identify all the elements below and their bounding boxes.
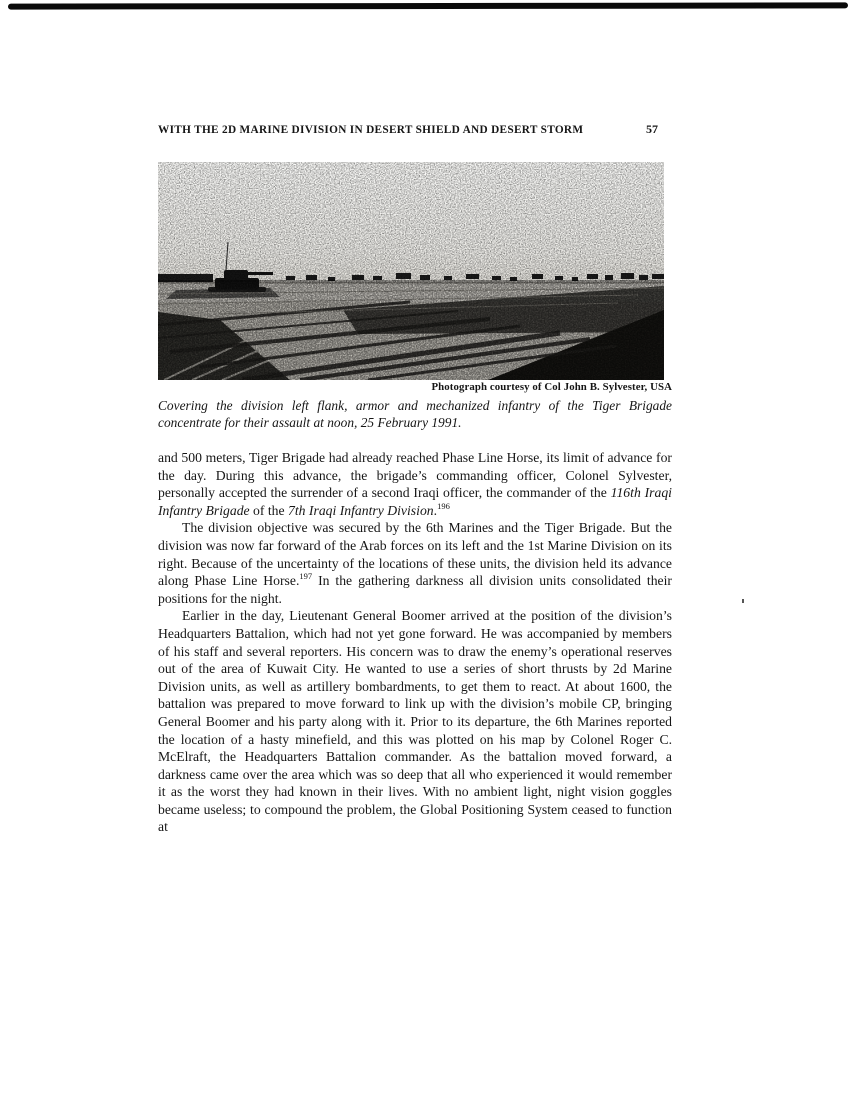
page-number: 57 <box>646 122 658 136</box>
page-header <box>158 122 672 137</box>
photo-illustration <box>158 162 664 380</box>
running-header-title: WITH THE 2D MARINE DIVISION IN DESERT SHIELD AND DESERT STORM <box>158 124 584 136</box>
body-paragraph: and 500 meters, Tiger Brigade had already reached Phase Line Horse, its limit of advance for the day. During this advance, the brigade’s commanding officer, Colonel Sylvester, personally accepted the surrender of a second Iraqi officer, the commander of the 116th Iraqi Infantry Brigade of the 7th Iraqi Infantry Division.$^{196}$ <box>158 450 672 518</box>
photo <box>158 162 664 380</box>
body-paragraph: Earlier in the day, Lieutenant General Boomer arrived at the position of the division’s Headquarters Battalion, which had not yet gone forward. He was accompanied by members of his staff and several reporters. His concern was to draw the enemy’s operational reserves out of the area of Kuwait City. He wanted to use a series of short thrusts by 2d Marine Division units, as well as artillery bombardments, to get them to react. At about 1600, the battalion was prepared to move forward to link up with the division’s mobile CP, bringing General Boomer and his party along with it. Prior to its departure, the 6th Marines reported the location of a hasty minefield, and this was plotted on his map by Colonel Roger C. McElraft, the Headquarters Battalion commander. As the battalion moved forward, a darkness came over the area which was so deep that all who experienced it would remember it as the worst they had known in their lives. With no ambient light, night vision goggles became useless; to compound the problem, the Global Positioning System ceased to function at <box>158 608 672 835</box>
scan-artifact-top-bar <box>8 2 848 9</box>
body-text <box>158 449 672 836</box>
photo-caption: Covering the division left flank, armor and mechanized infantry of the Tiger Brigade concentrate for their assault at noon, 25 February 1991. <box>158 398 672 430</box>
photo-credit: Photograph courtesy of Col John B. Sylvester, USA <box>431 381 672 393</box>
body-paragraph: The division objective was secured by the 6th Marines and the Tiger Brigade. But the division was now far forward of the Arab forces on its left and the 1st Marine Division on its right. Because of the uncertainty of the locations of these units, the division held its advance along Phase Line Horse.$^{197}$ In the gathering darkness all division units consolidated their positions for the night. <box>158 520 672 606</box>
scan-speck <box>742 599 744 603</box>
